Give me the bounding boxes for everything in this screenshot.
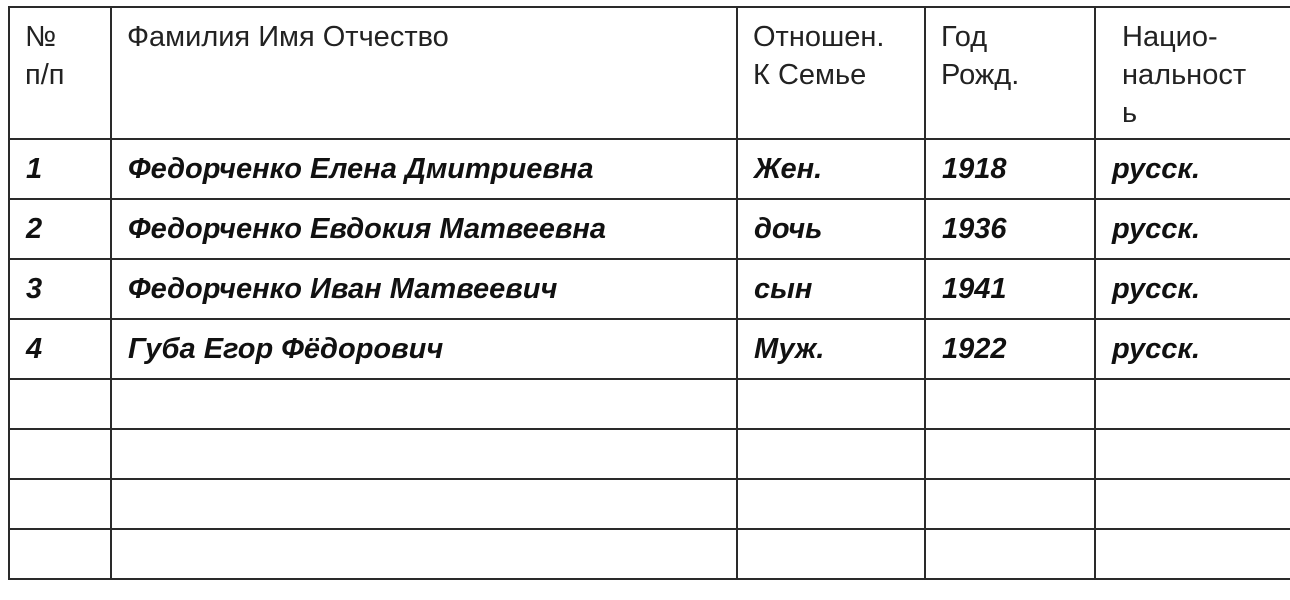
cell-relation xyxy=(737,199,925,259)
row-relation: сын xyxy=(754,273,813,305)
cell-num xyxy=(9,199,111,259)
header-num: № п/п xyxy=(25,21,65,91)
row-relation: Муж. xyxy=(754,333,825,365)
cell-year xyxy=(925,139,1095,199)
cell-num xyxy=(9,139,111,199)
cell-nationality xyxy=(1095,199,1290,259)
cell-name xyxy=(111,139,737,199)
empty-cell-relation xyxy=(737,379,925,429)
empty-table-row xyxy=(9,429,1290,479)
empty-cell-relation xyxy=(737,479,925,529)
row-full-name: Федорченко Иван Матвеевич xyxy=(128,273,558,305)
family-table xyxy=(8,6,1290,580)
empty-cell-year xyxy=(925,379,1095,429)
row-nationality: русск. xyxy=(1112,213,1201,245)
cell-year xyxy=(925,259,1095,319)
cell-year xyxy=(925,319,1095,379)
cell-nationality xyxy=(1095,259,1290,319)
header-cell-year xyxy=(925,7,1095,139)
cell-nationality xyxy=(1095,139,1290,199)
row-birth-year: 1936 xyxy=(942,213,1007,245)
empty-table-row xyxy=(9,529,1290,579)
row-relation: Жен. xyxy=(754,153,823,185)
header-nationality: Нацио- нальност ь xyxy=(1122,21,1247,129)
header-year: Год Рожд. xyxy=(941,21,1020,91)
empty-cell-year xyxy=(925,429,1095,479)
empty-cell-year xyxy=(925,479,1095,529)
empty-cell-relation xyxy=(737,529,925,579)
row-number: 1 xyxy=(26,153,43,185)
row-birth-year: 1922 xyxy=(942,333,1007,365)
table-row xyxy=(9,319,1290,379)
empty-cell-name xyxy=(111,429,737,479)
empty-cell-nationality xyxy=(1095,429,1290,479)
header-name: Фамилия Имя Отчество xyxy=(127,21,449,53)
header-cell-nationality xyxy=(1095,7,1290,139)
header-relation: Отношен. К Семье xyxy=(753,21,885,91)
empty-cell-num xyxy=(9,479,111,529)
row-birth-year: 1918 xyxy=(942,153,1007,185)
row-relation: дочь xyxy=(754,213,823,245)
empty-cell-relation xyxy=(737,429,925,479)
row-number: 3 xyxy=(26,273,43,305)
empty-cell-name xyxy=(111,479,737,529)
cell-relation xyxy=(737,139,925,199)
empty-cell-nationality xyxy=(1095,379,1290,429)
row-birth-year: 1941 xyxy=(942,273,1007,305)
cell-year xyxy=(925,199,1095,259)
empty-cell-nationality xyxy=(1095,479,1290,529)
empty-table-row xyxy=(9,379,1290,429)
cell-relation xyxy=(737,259,925,319)
empty-cell-year xyxy=(925,529,1095,579)
cell-num xyxy=(9,319,111,379)
empty-cell-num xyxy=(9,529,111,579)
cell-relation xyxy=(737,319,925,379)
row-nationality: русск. xyxy=(1112,273,1201,305)
cell-name xyxy=(111,259,737,319)
header-row xyxy=(9,7,1290,139)
row-number: 4 xyxy=(26,333,43,365)
empty-cell-num xyxy=(9,379,111,429)
row-full-name: Федорченко Евдокия Матвеевна xyxy=(128,213,607,245)
cell-name xyxy=(111,199,737,259)
table-row xyxy=(9,139,1290,199)
header-cell-num xyxy=(9,7,111,139)
cell-nationality xyxy=(1095,319,1290,379)
empty-cell-name xyxy=(111,379,737,429)
empty-cell-name xyxy=(111,529,737,579)
empty-cell-nationality xyxy=(1095,529,1290,579)
row-nationality: русск. xyxy=(1112,333,1201,365)
row-number: 2 xyxy=(26,213,43,245)
table-row xyxy=(9,199,1290,259)
row-full-name: Губа Егор Фёдорович xyxy=(128,333,444,365)
header-cell-relation xyxy=(737,7,925,139)
table-row xyxy=(9,259,1290,319)
cell-num xyxy=(9,259,111,319)
row-full-name: Федорченко Елена Дмитриевна xyxy=(128,153,594,185)
empty-table-row xyxy=(9,479,1290,529)
row-nationality: русск. xyxy=(1112,153,1201,185)
cell-name xyxy=(111,319,737,379)
empty-cell-num xyxy=(9,429,111,479)
header-cell-name xyxy=(111,7,737,139)
